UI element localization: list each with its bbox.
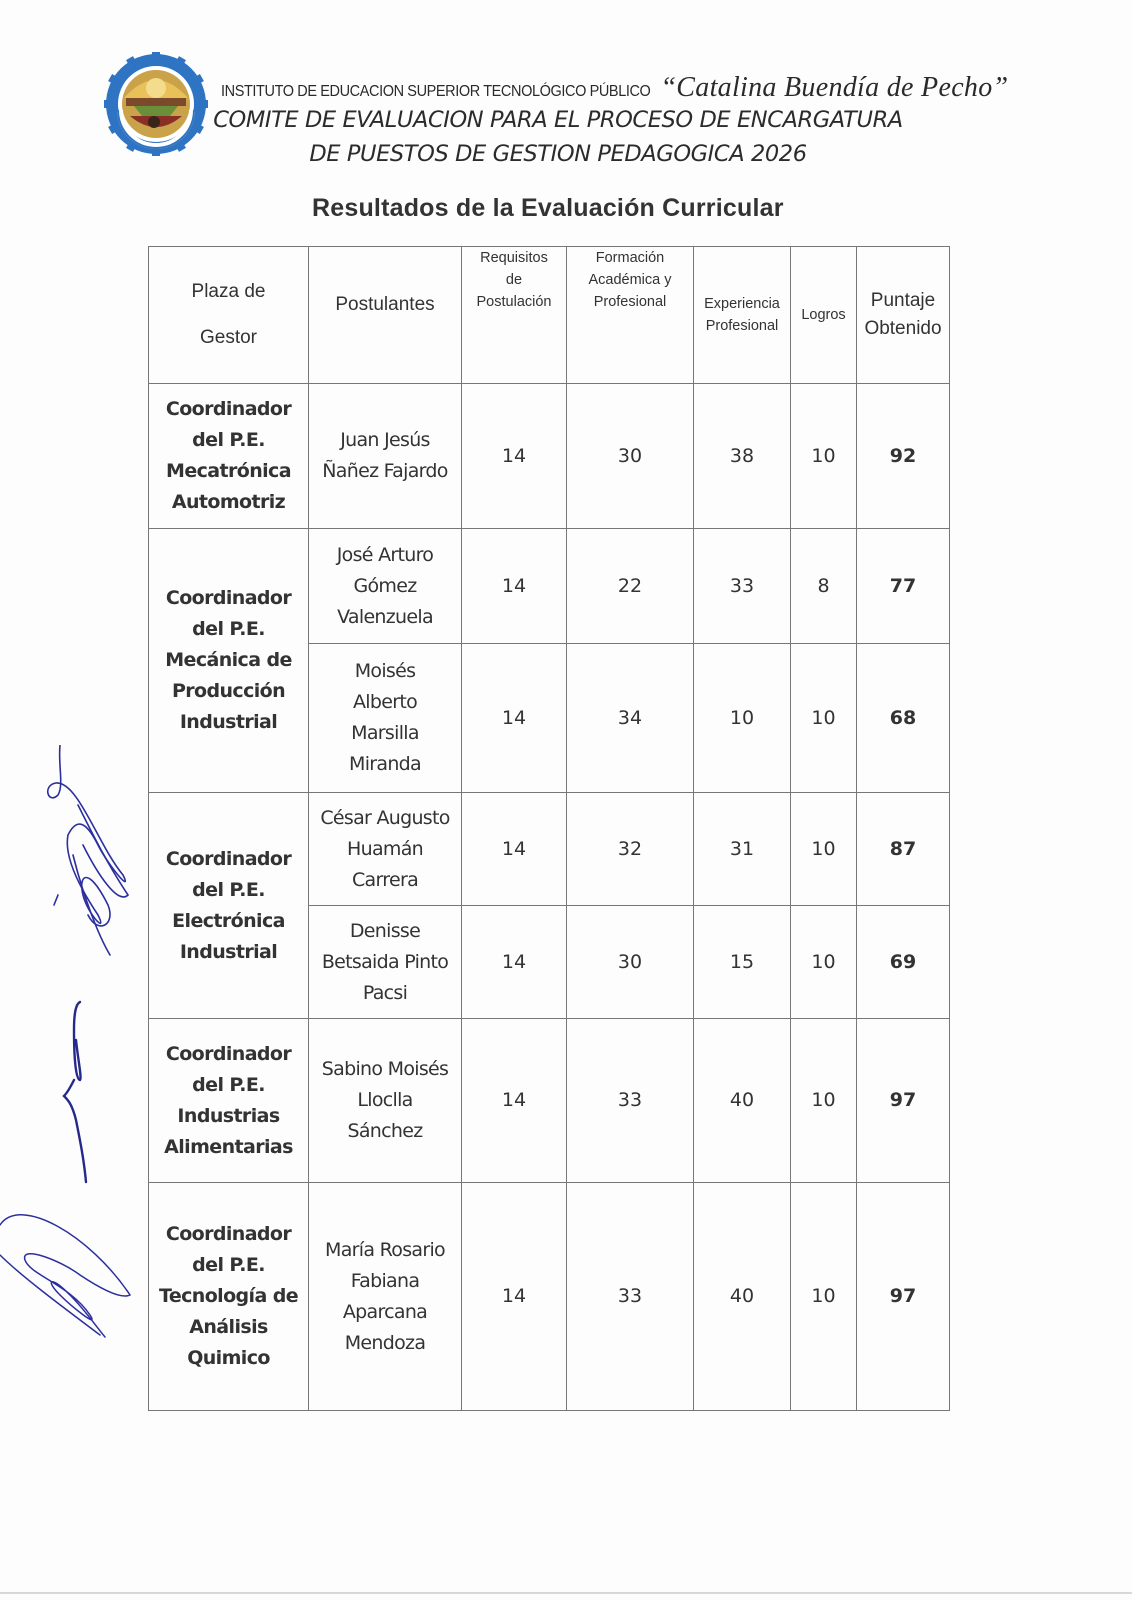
applicant-name-line: Valenzuela [337, 605, 433, 628]
committee-title-line-2: DE PUESTOS DE GESTION PEDAGOGICA 2026 [309, 141, 807, 167]
header-formacion-line: Formación [595, 250, 665, 266]
plaza-line: Análisis [189, 1316, 268, 1338]
plaza-cell [149, 1183, 309, 1411]
experiencia-score-cell: 40 [694, 1183, 791, 1411]
puntaje-score-cell: 97 [857, 1183, 950, 1411]
header-puntaje-line: Obtenido [864, 318, 942, 339]
logros-score-cell: 10 [791, 906, 857, 1019]
logros-score-cell: 10 [791, 384, 857, 529]
applicant-name-line: Gómez [353, 574, 417, 597]
institution-line [221, 72, 1008, 104]
table-row [149, 1019, 950, 1183]
plaza-cell [149, 384, 309, 529]
requisitos-score-cell: 14 [462, 644, 567, 793]
table-row [149, 793, 950, 906]
applicant-name-line: Mendoza [344, 1331, 426, 1354]
logros-score-cell: 8 [791, 529, 857, 644]
requisitos-score-cell: 14 [462, 793, 567, 906]
puntaje-score-cell: 69 [857, 906, 950, 1019]
header-logros: Logros [791, 247, 857, 384]
plaza-line: Coordinador [165, 1042, 292, 1065]
plaza-line: Tecnología de [159, 1285, 298, 1307]
applicant-name-line: Moisés [354, 660, 416, 682]
experiencia-score-cell: 10 [694, 644, 791, 793]
formacion-score-cell: 30 [567, 384, 694, 529]
applicant-name-line: Alberto [352, 691, 417, 713]
plaza-line: Coordinador [165, 847, 292, 870]
table-row [149, 384, 950, 529]
applicant-name-line: José Arturo [336, 543, 434, 566]
plaza-line: Coordinador [165, 1223, 292, 1245]
plaza-cell [149, 793, 309, 1019]
table-header-row [149, 247, 950, 384]
puntaje-score-cell: 77 [857, 529, 950, 644]
experiencia-score-cell: 33 [694, 529, 791, 644]
table-row [149, 529, 950, 644]
applicant-name-line: César Augusto [320, 806, 450, 829]
experiencia-score-cell: 15 [694, 906, 791, 1019]
header-plaza-line: Gestor [199, 327, 258, 348]
plaza-line: Quimico [187, 1347, 270, 1369]
applicant-name-cell [309, 906, 462, 1019]
experiencia-score-cell: 40 [694, 1019, 791, 1183]
applicant-name-line: Pacsi [362, 981, 408, 1004]
plaza-line: Coordinador [165, 398, 292, 420]
header-requisitos-line: Postulación [476, 294, 552, 310]
applicant-name-cell [309, 529, 462, 644]
signature-2 [60, 1000, 100, 1185]
header-experiencia-line: Experiencia [704, 296, 780, 312]
plaza-line: del P.E. [192, 429, 265, 451]
header-plaza-line: Plaza de [191, 281, 266, 302]
plaza-line: del P.E. [192, 1254, 265, 1276]
puntaje-score-cell: 92 [857, 384, 950, 529]
header-puntaje-line: Puntaje [870, 290, 936, 311]
header-formacion [567, 247, 694, 384]
header-puntaje [857, 247, 950, 384]
experiencia-score-cell: 38 [694, 384, 791, 529]
applicant-name-line: Huamán [347, 837, 423, 860]
logros-score-cell: 10 [791, 1019, 857, 1183]
plaza-line: Automotriz [171, 491, 286, 513]
formacion-score-cell: 34 [567, 644, 694, 793]
plaza-line: Industrial [179, 940, 278, 963]
experiencia-score-cell: 31 [694, 793, 791, 906]
applicant-name-line: Betsaida Pinto [321, 950, 449, 973]
applicant-name-cell [309, 644, 462, 793]
plaza-line: del P.E. [192, 618, 265, 640]
signature-3 [0, 1205, 140, 1340]
header-plaza [149, 247, 309, 384]
applicant-name-cell [309, 1019, 462, 1183]
plaza-line: del P.E. [192, 1073, 265, 1096]
plaza-line: del P.E. [192, 878, 265, 901]
header-formacion-line: Académica y [588, 272, 672, 288]
header-requisitos-line: Requisitos [480, 250, 548, 266]
scan-edge-divider [0, 1592, 1132, 1594]
table-body [149, 384, 950, 1411]
applicant-name-line: Fabiana [350, 1269, 420, 1292]
plaza-line: Industrias [177, 1104, 280, 1127]
plaza-line: Alimentarias [164, 1135, 293, 1158]
logros-score-cell: 10 [791, 1183, 857, 1411]
header-requisitos [462, 247, 567, 384]
header-experiencia [694, 247, 791, 384]
puntaje-score-cell: 97 [857, 1019, 950, 1183]
institution-brand-name: “Catalina Buendía de Pecho” [660, 72, 1009, 103]
header-postulantes: Postulantes [309, 247, 462, 384]
requisitos-score-cell: 14 [462, 1019, 567, 1183]
applicant-name-line: Sánchez [347, 1120, 423, 1142]
puntaje-score-cell: 87 [857, 793, 950, 906]
puntaje-score-cell: 68 [857, 644, 950, 793]
logros-score-cell: 10 [791, 644, 857, 793]
institution-name: INSTITUTO DE EDUCACION SUPERIOR TECNOLÓGICO PÚBLICO [221, 83, 651, 101]
requisitos-score-cell: 14 [462, 384, 567, 529]
header-formacion-line: Profesional [593, 294, 667, 310]
applicant-name-line: Miranda [349, 753, 421, 775]
requisitos-score-cell: 14 [462, 529, 567, 644]
requisitos-score-cell: 14 [462, 906, 567, 1019]
applicant-name-line: Sabino Moisés [321, 1058, 449, 1080]
applicant-name-cell [309, 384, 462, 529]
plaza-line: Mecatrónica [166, 460, 291, 482]
plaza-line: Industrial [179, 711, 278, 733]
applicant-name-line: Denisse [349, 919, 421, 942]
formacion-score-cell: 33 [567, 1019, 694, 1183]
applicant-name-line: Aparcana [342, 1300, 428, 1323]
formacion-score-cell: 33 [567, 1183, 694, 1411]
applicant-name-line: Marsilla [351, 722, 419, 744]
logros-score-cell: 10 [791, 793, 857, 906]
results-table [148, 246, 950, 1411]
applicant-name-line: Ñañez Fajardo [322, 460, 448, 482]
header-experiencia-line: Profesional [705, 318, 779, 334]
plaza-line: Producción [171, 680, 286, 702]
table-row [149, 1183, 950, 1411]
requisitos-score-cell: 14 [462, 1183, 567, 1411]
plaza-cell [149, 529, 309, 793]
plaza-cell [149, 1019, 309, 1183]
applicant-name-cell [309, 1183, 462, 1411]
signature-1 [38, 745, 138, 975]
applicant-name-line: Lloclla [357, 1089, 413, 1111]
formacion-score-cell: 30 [567, 906, 694, 1019]
formacion-score-cell: 22 [567, 529, 694, 644]
plaza-line: Mecánica de [165, 649, 292, 671]
applicant-name-line: Juan Jesús [340, 429, 430, 451]
header-requisitos-line: de [505, 272, 523, 288]
formacion-score-cell: 32 [567, 793, 694, 906]
applicant-name-line: María Rosario [325, 1238, 445, 1261]
plaza-line: Coordinador [165, 587, 292, 609]
committee-title-line-1: COMITE DE EVALUACION PARA EL PROCESO DE ENCARGATURA [213, 107, 903, 133]
applicant-name-cell [309, 793, 462, 906]
plaza-line: Electrónica [172, 909, 285, 932]
document-title: Resultados de la Evaluación Curricular [312, 194, 784, 222]
applicant-name-line: Carrera [351, 868, 419, 891]
